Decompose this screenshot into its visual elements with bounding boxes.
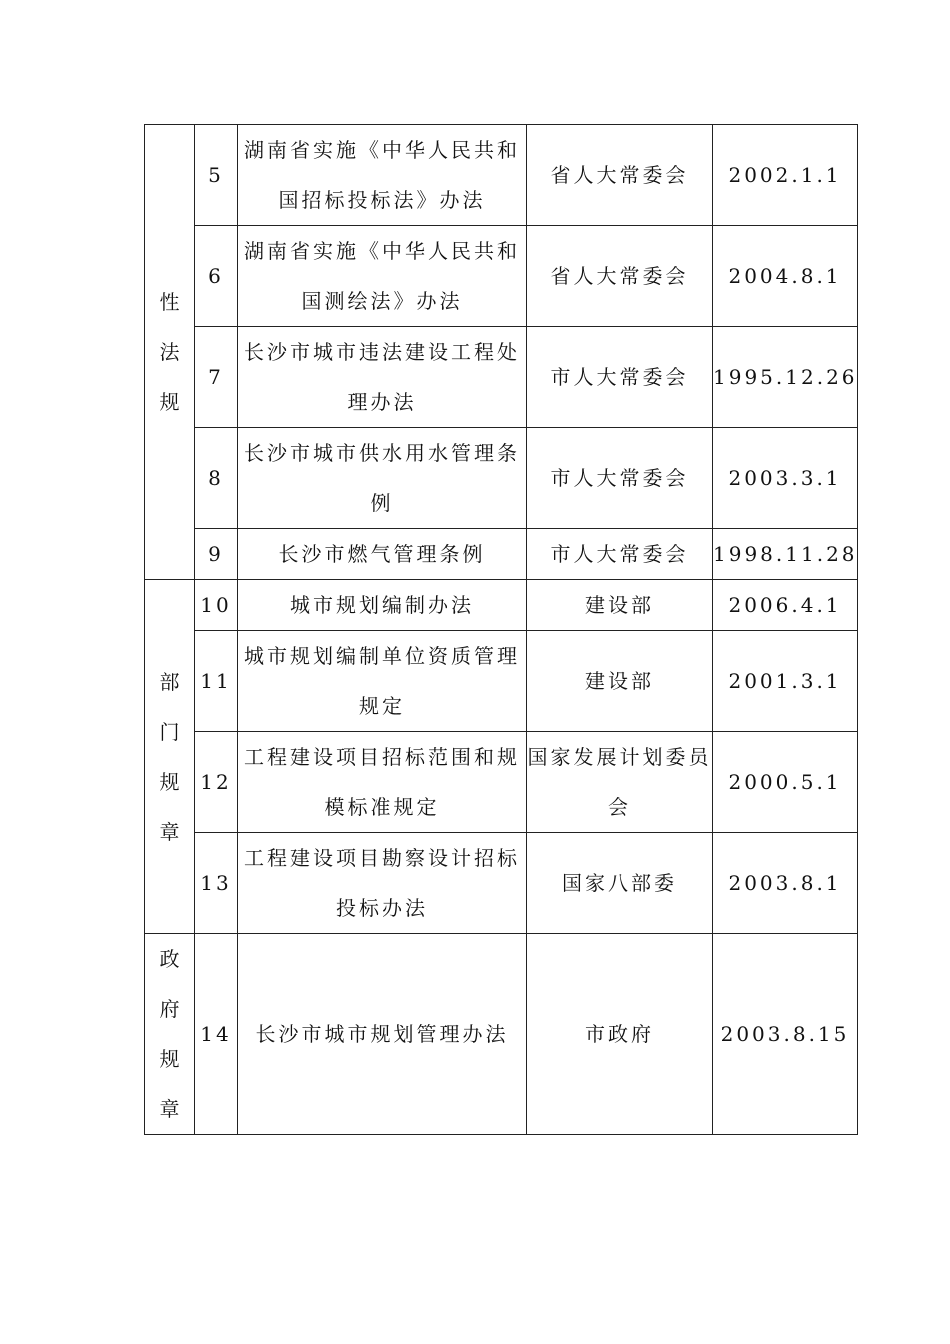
regulation-name: 长沙市城市违法建设工程处理办法	[238, 327, 527, 428]
effective-date: 2003.3.1	[713, 428, 858, 529]
row-number: 9	[195, 529, 238, 580]
effective-date: 2002.1.1	[713, 125, 858, 226]
effective-date: 1995.12.26	[713, 327, 858, 428]
row-number: 8	[195, 428, 238, 529]
issuing-body: 省人大常委会	[527, 125, 713, 226]
row-number: 11	[195, 631, 238, 732]
regulations-table	[144, 124, 858, 1135]
regulation-name: 工程建设项目勘察设计招标投标办法	[238, 833, 527, 934]
table-row	[145, 327, 858, 428]
table-row	[145, 732, 858, 833]
regulation-name: 湖南省实施《中华人民共和国招标投标法》办法	[238, 125, 527, 226]
effective-date: 2003.8.15	[713, 934, 858, 1135]
effective-date: 1998.11.28	[713, 529, 858, 580]
effective-date: 2003.8.1	[713, 833, 858, 934]
issuing-body: 市人大常委会	[527, 428, 713, 529]
issuing-body: 市人大常委会	[527, 327, 713, 428]
category-cell-local-law	[145, 125, 195, 580]
issuing-body: 国家八部委	[527, 833, 713, 934]
table-row	[145, 580, 858, 631]
category-cell-dept-rules	[145, 580, 195, 934]
effective-date: 2006.4.1	[713, 580, 858, 631]
row-number: 13	[195, 833, 238, 934]
category-cell-gov-rules	[145, 934, 195, 1135]
row-number: 5	[195, 125, 238, 226]
regulation-name: 长沙市城市供水用水管理条例	[238, 428, 527, 529]
table-row	[145, 833, 858, 934]
category-label: 政府规章	[159, 947, 180, 1121]
regulation-name: 城市规划编制办法	[238, 580, 527, 631]
table-row	[145, 529, 858, 580]
regulation-name: 工程建设项目招标范围和规模标准规定	[238, 732, 527, 833]
effective-date: 2001.3.1	[713, 631, 858, 732]
row-number: 14	[195, 934, 238, 1135]
issuing-body: 省人大常委会	[527, 226, 713, 327]
table-row	[145, 631, 858, 732]
category-label: 部门规章	[159, 669, 180, 844]
issuing-body: 建设部	[527, 580, 713, 631]
issuing-body: 市政府	[527, 934, 713, 1135]
category-label: 性法规	[159, 290, 180, 414]
regulation-name: 长沙市城市规划管理办法	[238, 934, 527, 1135]
issuing-body: 市人大常委会	[527, 529, 713, 580]
row-number: 12	[195, 732, 238, 833]
row-number: 7	[195, 327, 238, 428]
issuing-body: 建设部	[527, 631, 713, 732]
row-number: 10	[195, 580, 238, 631]
regulation-name: 长沙市燃气管理条例	[238, 529, 527, 580]
row-number: 6	[195, 226, 238, 327]
regulation-name: 城市规划编制单位资质管理规定	[238, 631, 527, 732]
effective-date: 2004.8.1	[713, 226, 858, 327]
table-row	[145, 934, 858, 1135]
issuing-body: 国家发展计划委员会	[527, 732, 713, 833]
effective-date: 2000.5.1	[713, 732, 858, 833]
table-row	[145, 125, 858, 226]
table-row	[145, 226, 858, 327]
table-row	[145, 428, 858, 529]
regulation-name: 湖南省实施《中华人民共和国测绘法》办法	[238, 226, 527, 327]
